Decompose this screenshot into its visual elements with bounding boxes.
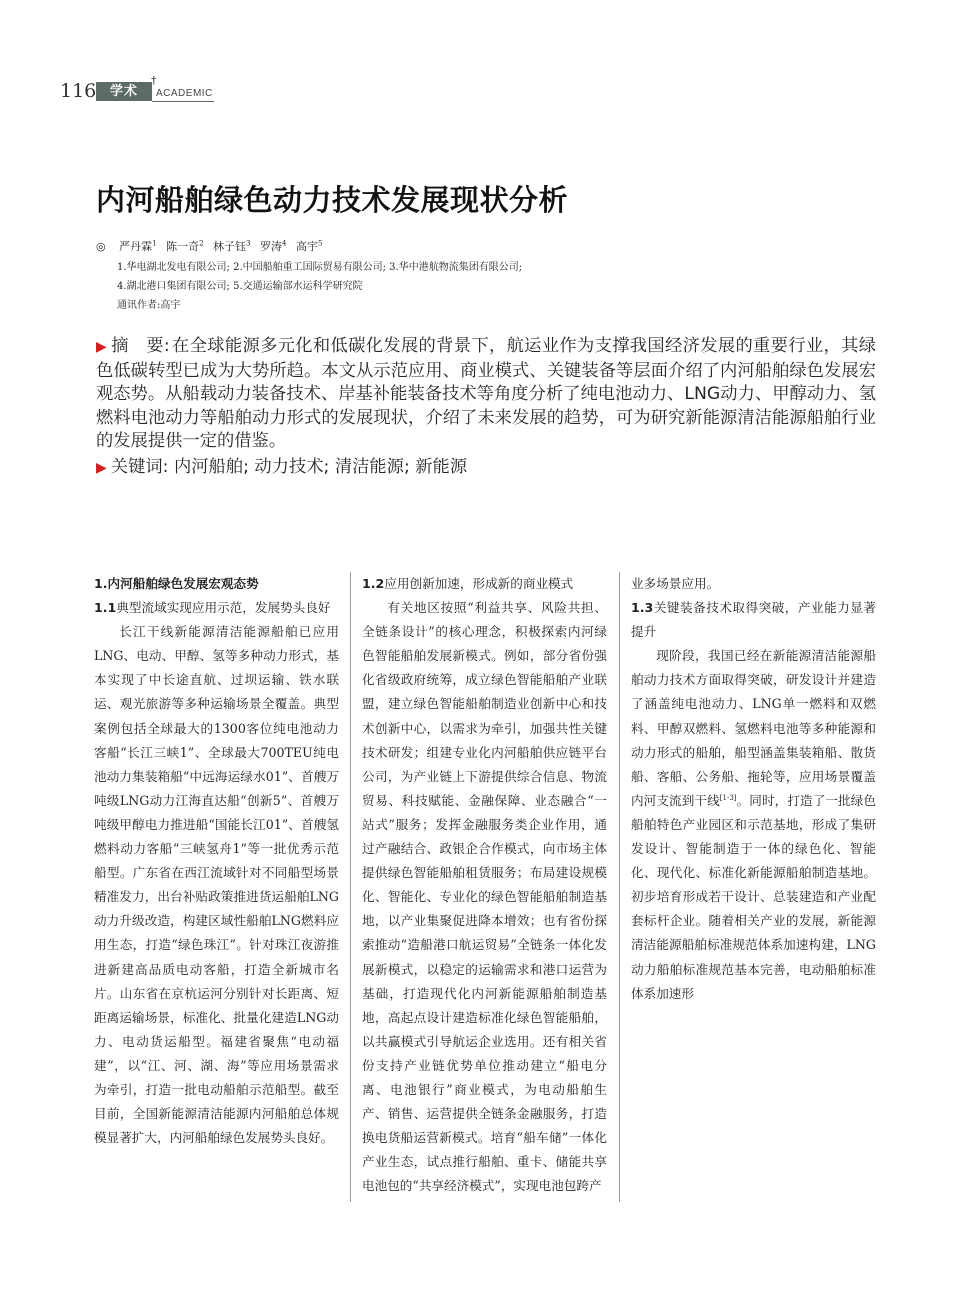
affiliation-line: 4.湖北港口集团有限公司; 5.交通运输部水运科学研究院 — [117, 281, 363, 292]
abstract-label: 摘 要: — [111, 336, 170, 356]
subsection-heading: 1.2应用创新加速，形成新的商业模式 — [362, 576, 574, 591]
body-column-2 — [362, 572, 607, 1198]
abstract-text: 在全球能源多元化和低碳化发展的背景下，航运业作为支撑我国经济发展的重要行业，其绿色低碳转型已成为大势所趋。本文从示范应用、商业模式、关键装备等层面介绍了内河船舶绿色发展宏观态势。从船载动力装备技术、岸基补能装备技术等角度分析了纯电池动力、LNG动力、甲醇动力、氢燃料电池动力等船舶动力形式的发展现状，介绍了未来发展的趋势，可为研究新能源清洁能源船舶行业的发展提供一定的借鉴。 — [96, 336, 876, 451]
paragraph-continuation: 业多场景应用。 — [631, 576, 720, 591]
keywords — [96, 452, 467, 477]
abstract — [96, 335, 876, 454]
section-label-en: ACADEMIC — [156, 88, 213, 99]
paragraph: 有关地区按照“利益共享、风险共担、全链条设计”的核心理念，积极探索内河绿色智能船舶发展新模式。例如，部分省份强化省级政府统筹，成立绿色智能船舶产业联盟，建立绿色智能船舶制造业创新中心和技术创新中心，以需求为牵引，加强共性关键技术研发；组建专业化内河船舶供应链平台公司，为产业链上下游提供综合信息、物流贸易、科技赋能、金融保障、业态融合“一站式”服务；发挥金融服务类企业作用，通过产融结合、政银企合作模式，向市场主体提供绿色智能船舶租赁服务；布局建设规模化、智能化、专业化的绿色智能船舶制造基地，以产业集聚促进降本增效；也有省份探索推动“造船港口航运贸易”全链条一体化发展新模式，以稳定的运输需求和港口运营为基础，打造现代化内河新能源船舶制造基地，高起点设计建造标准化绿色智能船舶，以共赢模式引导航运企业选用。还有相关省份支持产业链优势单位推动建立“船电分离、电池银行”商业模式，为电动船舶生产、销售、运营提供全链条金融服务，打造换电货船运营新模式。培育“船车储”一体化产业生态，试点推行船舶、重卡、储能共享电池包的“共享经济模式”，实现电池包跨产 — [362, 600, 607, 1194]
author: 罗涛$^4$ — [260, 239, 287, 253]
header-rule — [152, 101, 214, 102]
column-divider — [619, 572, 620, 1202]
body-column-3 — [631, 572, 876, 1006]
affiliation-line: 1.华电湖北发电有限公司; 2.中国船舶重工国际贸易有限公司; 3.华中港航物流集团有限公司; — [117, 262, 523, 273]
cross-mark-icon: † — [151, 74, 157, 87]
body-column-1 — [94, 572, 339, 1150]
author: 严丹霖$^1$ — [119, 239, 157, 253]
citation-ref: [1-3] — [719, 793, 737, 802]
corresponding-author: 通讯作者:高宇 — [117, 300, 181, 311]
triangle-bullet-icon: ▶ — [96, 460, 107, 476]
subsection-heading: 1.1典型流域实现应用示范，发展势头良好 — [94, 600, 331, 616]
keywords-text: 内河船舶; 动力技术; 清洁能源; 新能源 — [173, 457, 468, 477]
article-title: 内河船舶绿色动力技术发展现状分析 — [96, 183, 569, 217]
section-heading: 1.内河船舶绿色发展宏观态势 — [94, 576, 259, 591]
keywords-label: 关键词: — [110, 457, 169, 477]
author: 高宇$^5$ — [295, 239, 323, 253]
page-number: 116 — [60, 80, 97, 102]
paragraph: 长江干线新能源清洁能源船舶已应用LNG、电动、甲醇、氢等多种动力形式，基本实现了中长途直航、过坝运输、铁水联运、观光旅游等多种运输场景全覆盖。典型案例包括全球最大的1300客位纯电池动力客船“长江三峡1”、全球最大700TEU纯电池动力集装箱船“中远海运绿水01”、首艘万吨级LNG动力江海直达船“创新5”、首艘万吨级甲醇电力推进船“国能长江01”、首艘氢燃料动力客船“三峡氢舟1”等一批优秀示范船型。广东省在西江流域针对不同船型场景精准发力，出台补贴政策推进货运船舶LNG动力升级改造，构建区域性船舶LNG燃料应用生态，打造“绿色珠江”。针对珠江夜游推进新建高品质电动客船，打造全新城市名片。山东省在京杭运河分别针对长距离、短距离运输场景，标准化、批量化建造LNG动力、电动货运船型。福建省聚焦“电动福建”，以“江、河、湖、海”等应用场景需求为牵引，打造一批电动船舶示范船型。截至目前，全国新能源清洁能源内河船舶总体规模显著扩大，内河船舶绿色发展势头良好。 — [94, 624, 339, 1146]
triangle-bullet-icon: ▶ — [96, 339, 108, 355]
subsection-heading: 1.3关键装备技术取得突破，产业能力显著提升 — [631, 600, 876, 640]
section-tag: 学术 — [96, 82, 152, 101]
author-list — [96, 238, 328, 254]
column-divider — [350, 572, 351, 1202]
author: 陈一奇$^2$ — [166, 239, 204, 253]
byline-mark-icon: ◎ — [96, 240, 106, 253]
author: 林子钰$^3$ — [213, 239, 251, 253]
paragraph: 现阶段，我国已经在新能源清洁能源船舶动力技术方面取得突破，研发设计并建造了涵盖纯电池动力、LNG单一燃料和双燃料、甲醇双燃料、氢燃料电池等多种能源和动力形式的船舶，船型涵盖集装箱船、散货船、客船、公务船、拖轮等，应用场景覆盖内河支流到干线[1-3]。同时，打造了一批绿色船舶特色产业园区和示范基地，形成了集研发设计、智能制造于一体的绿色化、智能化、现代化、标准化新能源船舶制造基地。初步培育形成若干设计、总装建造和产业配套标杆企业。随着相关产业的发展，新能源清洁能源船舶标准规范体系加速构建，LNG动力船舶标准规范基本完善，电动船舶标准体系加速形 — [631, 648, 876, 1001]
